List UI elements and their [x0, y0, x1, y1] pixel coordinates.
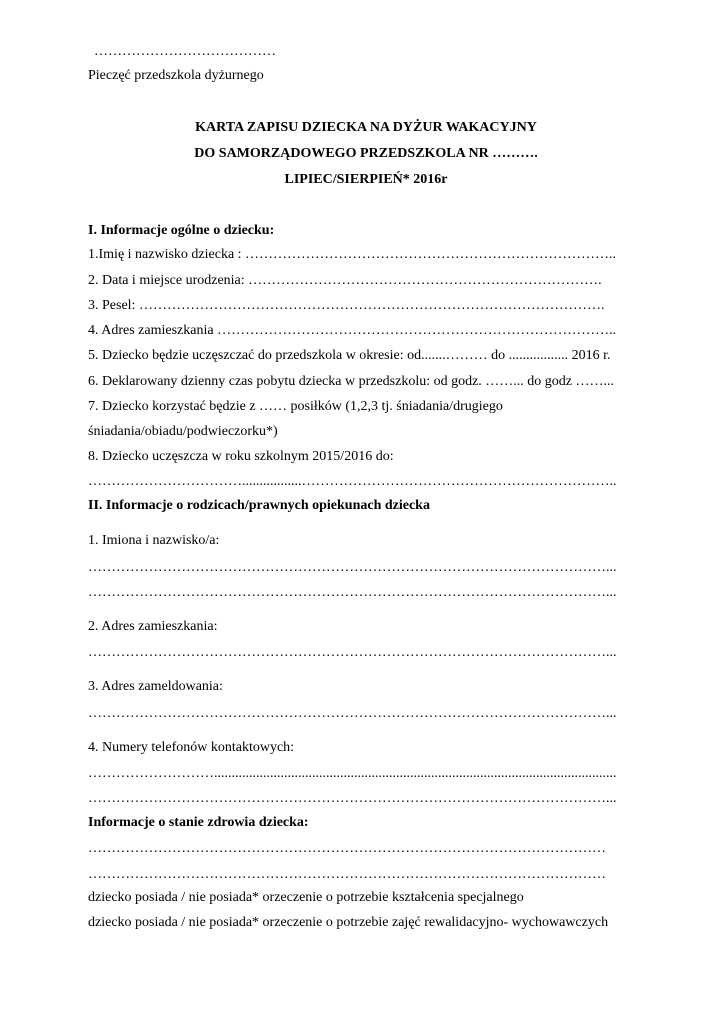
rehabilitation-certificate: dziecko posiada / nie posiada* orzeczenie o potrzebie zajęć rewalidacyjno- wychowawczych	[88, 915, 609, 930]
parent-names-line-2: …………………………………………………………………………………………………...	[88, 585, 617, 600]
current-school-line: …………………………….................…………………………………………………………..	[88, 474, 617, 489]
health-line-2: …………………………………………………………………………………………………	[88, 867, 606, 882]
attendance-period-field: 5. Dziecko będzie uczęszczać do przedszkola w okresie: od.......……… do ................. 2016 r.	[88, 348, 611, 363]
phones-line-1: ………………………...................................................................................................................	[88, 766, 617, 781]
current-school-label: 8. Dziecko uczęszcza w roku szkolnym 2015/2016 do:	[88, 449, 394, 464]
parent-address-label: 2. Adres zamieszkania:	[88, 619, 218, 634]
health-heading: Informacje o stanie zdrowia dziecka:	[88, 815, 309, 830]
stamp-label: Pieczęć przedszkola dyżurnego	[88, 68, 264, 83]
parent-names-label: 1. Imiona i nazwisko/a:	[88, 533, 220, 548]
stamp-dots: …………………………………	[94, 44, 276, 59]
child-name-field: 1.Imię i nazwisko dziecka : ……………………………………………………………………..	[88, 247, 617, 262]
pesel-field: 3. Pesel: ……………………………………………………………………………………….	[88, 298, 605, 313]
form-title-line3: LIPIEC/SIERPIEŃ* 2016r	[284, 172, 448, 187]
parent-names-line-1: …………………………………………………………………………………………………...	[88, 560, 617, 575]
special-education-certificate: dziecko posiada / nie posiada* orzeczenie o potrzebie kształcenia specjalnego	[88, 890, 524, 905]
birth-date-field: 2. Data i miejsce urodzenia: ………………………………………………………………….	[88, 273, 602, 288]
section1-heading: I. Informacje ogólne o dziecku:	[88, 223, 275, 238]
form-title-line1: KARTA ZAPISU DZIECKA NA DYŻUR WAKACYJNY	[195, 120, 537, 135]
phones-label: 4. Numery telefonów kontaktowych:	[88, 740, 295, 755]
address-field: 4. Adres zamieszkania …………………………………………………………………………..	[88, 323, 617, 338]
registered-address-line: …………………………………………………………………………………………………...	[88, 706, 617, 721]
phones-line-2: …………………………………………………………………………………………………...	[88, 791, 617, 806]
form-title-line2: DO SAMORZĄDOWEGO PRZEDSZKOLA NR ……….	[194, 146, 538, 161]
meals-field-cont: śniadania/obiadu/podwieczorku*)	[88, 424, 278, 439]
meals-field: 7. Dziecko korzystać będzie z …… posiłków (1,2,3 tj. śniadania/drugiego	[88, 399, 503, 414]
health-line-1: …………………………………………………………………………………………………	[88, 841, 606, 856]
parent-address-line: …………………………………………………………………………………………………...	[88, 645, 617, 660]
registered-address-label: 3. Adres zameldowania:	[88, 679, 223, 694]
daily-hours-field: 6. Deklarowany dzienny czas pobytu dziecka w przedszkolu: od godz. ……... do godz ……...	[88, 374, 615, 389]
section2-heading: II. Informacje o rodzicach/prawnych opiekunach dziecka	[88, 498, 430, 513]
